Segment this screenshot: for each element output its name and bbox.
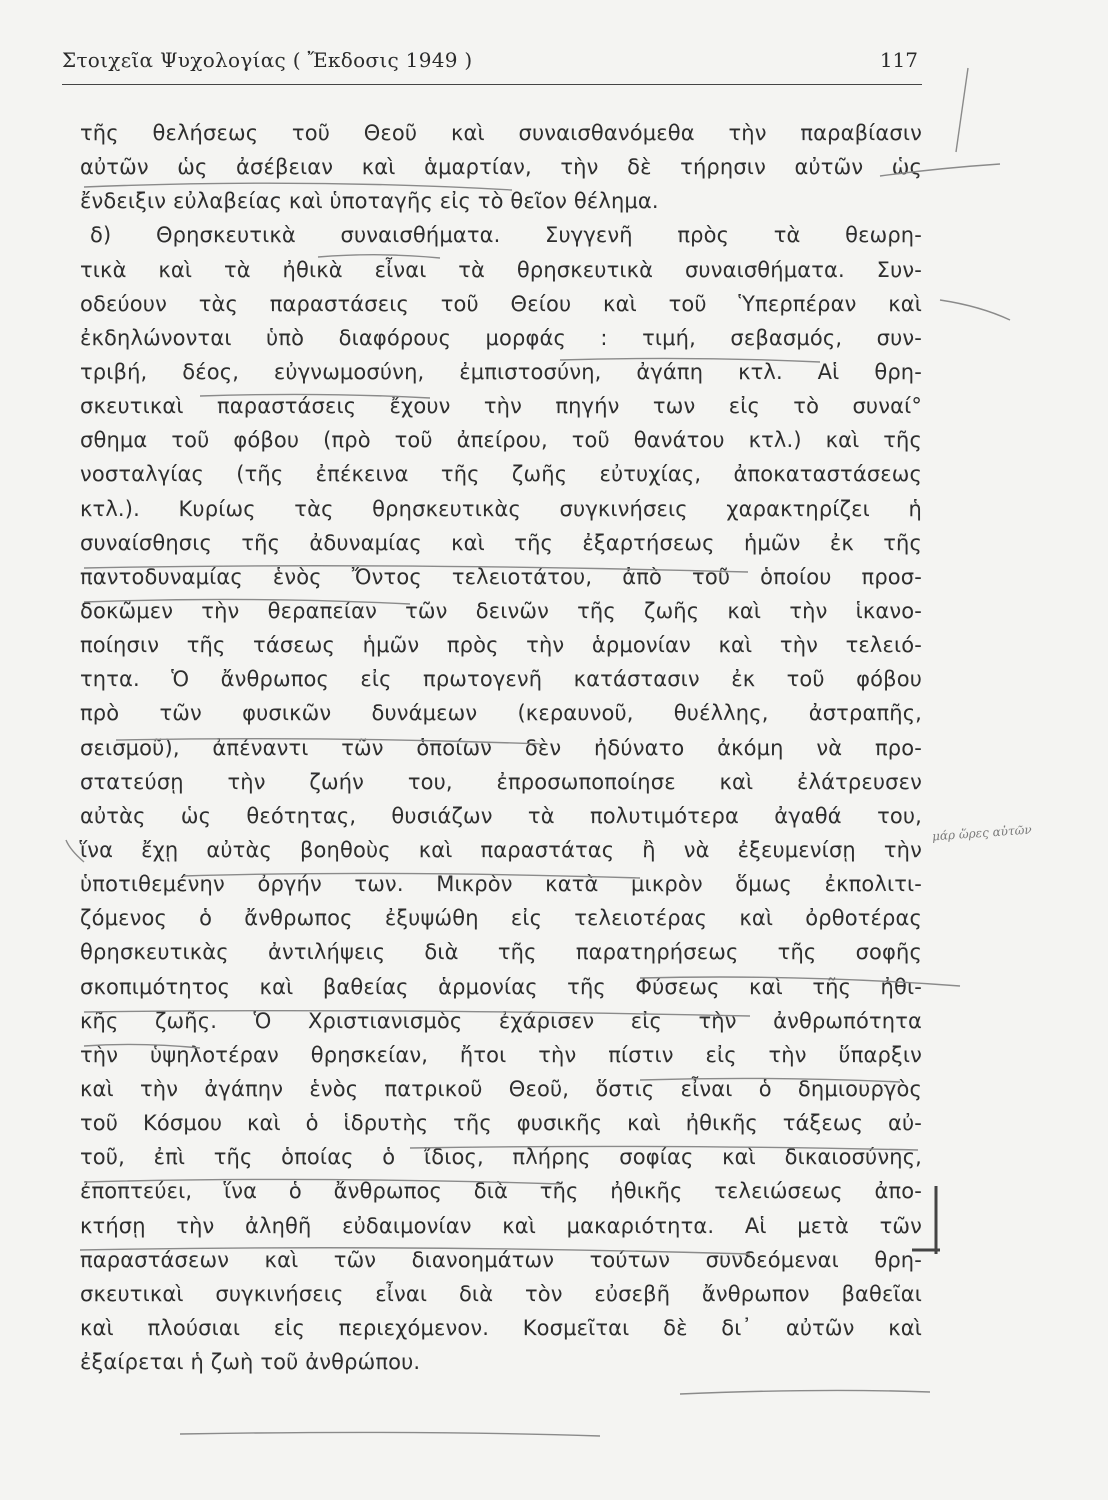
- text-line: τριβή, δέος, εὐγνωμοσύνη, ἐμπιστοσύνη, ἀγάπη κτλ. Αἱ θρη-: [80, 359, 922, 384]
- text-line: τοῦ Κόσμου καὶ ὁ ἱδρυτὴς τῆς φυσικῆς καὶ ἠθικῆς τάξεως αὐ-: [80, 1111, 922, 1136]
- pencil-underline: [680, 1390, 930, 1394]
- text-line: ἔνδειξιν εὐλαβείας καὶ ὑποταγῆς εἰς τὸ θεῖον θέλημα.: [80, 189, 659, 214]
- text-line: ἐξαίρεται ἡ ζωὴ τοῦ ἀνθρώπου.: [80, 1350, 421, 1375]
- text-line: παραστάσεων καὶ τῶν διανοημάτων τούτων συνδεόμεναι θρη-: [80, 1247, 922, 1272]
- text-line: καὶ τὴν ἀγάπην ἑνὸς πατρικοῦ Θεοῦ, ὅστις εἶναι ὁ δημιουργὸς: [80, 1076, 922, 1101]
- margin-line: [940, 300, 1010, 320]
- text-line: αὐτὰς ὡς θεότητας, θυσιάζων τὰ πολυτιμότερα ἀγαθά του,: [80, 803, 922, 828]
- text-line: κῆς ζωῆς. Ὁ Χριστιανισμὸς ἐχάρισεν εἰς τὴν ἀνθρωπότητα: [80, 1008, 922, 1033]
- text-line: σκοπιμότητος καὶ βαθείας ἁρμονίας τῆς Φύσεως καὶ τῆς ἠθι-: [80, 974, 922, 999]
- text-line: νοσταλγίας (τῆς ἐπέκεινα τῆς ζωῆς εὐτυχίας, ἀποκαταστάσεως: [80, 462, 922, 487]
- text-line: ἐποπτεύει, ἵνα ὁ ἄνθρωπος διὰ τῆς ἠθικῆς τελειώσεως ἀπο-: [80, 1179, 922, 1204]
- text-line: ποίησιν τῆς τάσεως ἡμῶν πρὸς τὴν ἁρμονίαν καὶ τὴν τελειό-: [80, 633, 922, 658]
- text-line: κτλ.). Κυρίως τὰς θρησκευτικὰς συγκινήσεις χαρακτηρίζει ἡ: [80, 496, 922, 521]
- text-line: τὴν ὑψηλοτέραν θρησκείαν, ἤτοι τὴν πίστιν εἰς τὴν ὕπαρξιν: [80, 1042, 922, 1067]
- text-line: σκευτικαὶ παραστάσεις ἔχουν τὴν πηγήν των εἰς τὸ συναί°: [80, 394, 922, 419]
- book-title: Στοιχεῖα Ψυχολογίας ( Ἔκδοσις 1949 ): [62, 48, 473, 72]
- text-line: τικὰ καὶ τὰ ἠθικὰ εἶναι τὰ θρησκευτικὰ συναισθήματα. Συν-: [80, 257, 922, 282]
- text-line: τοῦ, ἐπὶ τῆς ὁποίας ὁ ἴδιος, πλήρης σοφίας καὶ δικαιοσύνης,: [80, 1145, 922, 1170]
- text-line: τῆς θελήσεως τοῦ Θεοῦ καὶ συναισθανόμεθα τὴν παραβίασιν: [80, 121, 922, 145]
- text-line: σθημα τοῦ φόβου (πρὸ τοῦ ἀπείρου, τοῦ θανάτου κτλ.) καὶ τῆς: [80, 428, 922, 453]
- text-line: δοκῶμεν τὴν θεραπείαν τῶν δεινῶν τῆς ζωῆς καὶ τὴν ἱκανο-: [80, 598, 922, 623]
- text-line: σεισμοῦ), ἀπέναντι τῶν ὁποίων δὲν ἠδύνατο ἀκόμη νὰ προ-: [80, 735, 922, 760]
- page-number: 117: [879, 48, 918, 72]
- handwritten-margin-note: μάρ ὥρες αὐτῶν: [931, 822, 1033, 844]
- text-line: θρησκευτικὰς ἀντιλήψεις διὰ τῆς παρατηρήσεως τῆς σοφῆς: [80, 940, 922, 965]
- margin-line: [956, 68, 968, 152]
- text-line: ζόμενος ὁ ἄνθρωπος ἐξυψώθη εἰς τελειοτέρας καὶ ὀρθοτέρας: [80, 906, 922, 931]
- text-line: αὐτῶν ὡς ἀσέβειαν καὶ ἁμαρτίαν, τὴν δὲ τήρησιν αὐτῶν ὡς: [80, 155, 922, 180]
- running-header: [62, 44, 922, 85]
- text-line: στατεύσῃ τὴν ζωήν του, ἐπροσωποποίησε καὶ ἐλάτρευσεν: [80, 769, 922, 794]
- text-line: οδεύουν τὰς παραστάσεις τοῦ Θείου καὶ τοῦ Ὑπερπέραν καὶ: [80, 291, 922, 316]
- pencil-underline: [180, 1432, 600, 1436]
- text-line: τητα. Ὁ ἄνθρωπος εἰς πρωτογενῆ κατάστασιν ἐκ τοῦ φόβου: [80, 667, 922, 692]
- text-line: συναίσθησις τῆς ἀδυναμίας καὶ τῆς ἐξαρτήσεως ἡμῶν ἐκ τῆς: [80, 530, 922, 555]
- text-line: καὶ πλούσιαι εἰς περιεχόμενον. Κοσμεῖται δὲ δι᾿ αὐτῶν καὶ: [80, 1315, 922, 1340]
- text-line: πρὸ τῶν φυσικῶν δυνάμεων (κεραυνοῦ, θυέλλης, ἀστραπῆς,: [80, 701, 922, 726]
- text-line: παντοδυναμίας ἑνὸς Ὄντος τελειοτάτου, ἀπὸ τοῦ ὁποίου προσ-: [80, 564, 922, 589]
- body-text: [80, 116, 922, 1379]
- text-line: ἐκδηλώνονται ὑπὸ διαφόρους μορφάς : τιμή, σεβασμός, συν-: [80, 325, 922, 350]
- text-line: ἵνα ἔχῃ αὐτὰς βοηθοὺς καὶ παραστάτας ἢ νὰ ἐξευμενίσῃ τὴν: [80, 837, 922, 862]
- section-heading-line: δ) Θρησκευτικὰ συναισθήματα. Συγγενῆ πρὸς τὰ θεωρη-: [90, 223, 922, 248]
- text-line: σκευτικαὶ συγκινήσεις εἶναι διὰ τὸν εὐσεβῆ ἄνθρωπον βαθεῖαι: [80, 1281, 922, 1306]
- text-line: ὑποτιθεμένην ὀργήν των. Μικρὸν κατὰ μικρὸν ὅμως ἐκπολιτι-: [80, 872, 922, 897]
- text-line: κτήσῃ τὴν ἀληθῆ εὐδαιμονίαν καὶ μακαριότητα. Αἱ μετὰ τῶν: [80, 1213, 922, 1238]
